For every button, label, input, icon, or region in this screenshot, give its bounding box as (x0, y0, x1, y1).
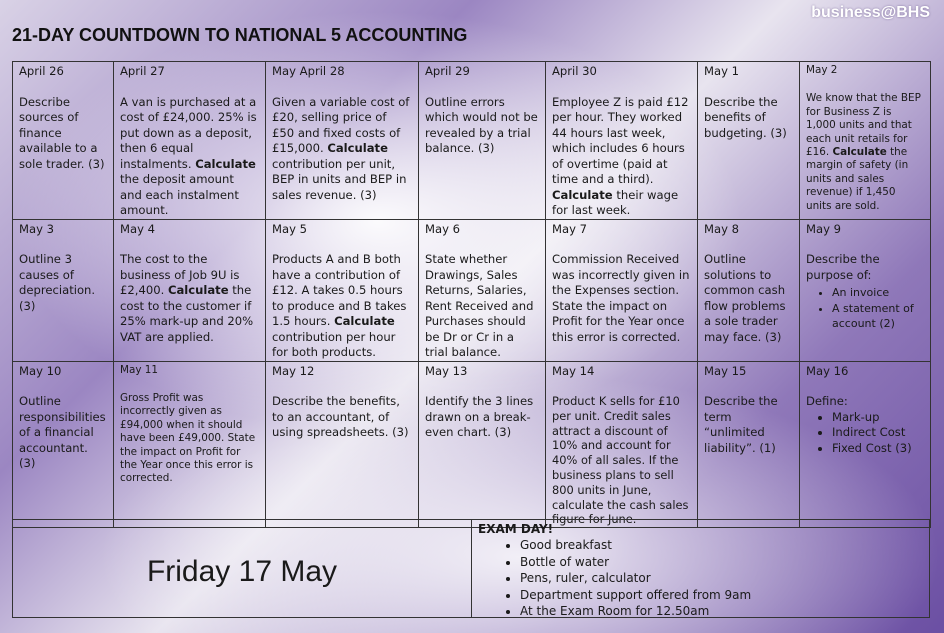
day-cell (419, 361, 546, 528)
day-cell (419, 62, 546, 220)
task-text: Describe the benefits, to an accountant, of using spreadsheets. (3) (272, 394, 409, 439)
day-cell (266, 219, 419, 361)
task-text: Describe sources of finance available to a sole trader. (3) (19, 94, 105, 171)
task-text: Describe the benefits of budgeting. (3) (704, 94, 787, 140)
task-text: Given a variable cost of £20, selling price of £50 and fixed costs of £15,000. (272, 94, 410, 155)
day-task (704, 252, 793, 345)
day-date: May 8 (704, 221, 740, 236)
task-list-item: • An invoice (832, 285, 924, 301)
divider-tick (12, 505, 13, 517)
exam-title: EXAM DAY! (478, 522, 554, 536)
task-text: Outline errors which would not be revealed by a trial balance. (3) (425, 94, 538, 155)
task-text: the margin of safety (in units and sales revenue) if 1,450 units are sold. (806, 146, 909, 212)
day-cell (698, 219, 800, 361)
day-date: May 14 (552, 363, 595, 378)
day-date: May 11 (120, 363, 159, 376)
task-keyword: Calculate (167, 283, 229, 297)
page-title: 21-DAY COUNTDOWN TO NATIONAL 5 ACCOUNTING (12, 25, 468, 45)
brand-watermark: business@BHS (811, 4, 930, 21)
day-cell (114, 361, 266, 528)
task-keyword: Calculate (334, 314, 395, 328)
day-task (425, 95, 539, 157)
task-text: Outline 3 causes of depreciation. (3) (19, 252, 96, 313)
task-keyword: Calculate (327, 141, 388, 155)
day-cell (266, 62, 419, 220)
day-date: April 29 (425, 64, 470, 78)
day-cell (114, 62, 266, 220)
day-date: May 5 (272, 221, 308, 236)
day-date: May 6 (425, 221, 461, 236)
day-date: April 27 (120, 64, 165, 78)
day-task (19, 252, 107, 314)
day-task (272, 252, 412, 361)
day-date: May 7 (552, 221, 588, 236)
exam-item: • At the Exam Room for 12.50am (520, 603, 923, 619)
day-task (19, 394, 107, 472)
task-list-item: • A statement of account (2) (832, 301, 924, 332)
exam-checklist (472, 520, 929, 617)
day-cell (800, 62, 931, 220)
task-keyword: Calculate (832, 146, 887, 159)
countdown-calendar (12, 61, 931, 528)
task-text: contribution per hour for both products. (272, 329, 396, 359)
day-task (552, 394, 691, 527)
day-task (425, 252, 539, 361)
exam-day-panel (12, 519, 930, 618)
exam-item: • Pens, ruler, calculator (520, 570, 923, 586)
day-task (806, 92, 924, 213)
task-text: State whether Drawings, Sales Returns, Salaries, Rent Received and Purchases should be Dr or Cr in a trial balance. (425, 252, 534, 359)
exam-list (478, 537, 923, 619)
task-list (806, 410, 924, 457)
task-text: Identify the 3 lines drawn on a break-even chart. (3) (425, 394, 534, 439)
day-task (704, 394, 793, 456)
day-date: May 10 (19, 363, 62, 378)
day-cell (546, 361, 698, 528)
calendar-row (13, 62, 931, 220)
exam-item: • Department support offered from 9am (520, 587, 923, 603)
task-text: contribution per unit, BEP in units and BEP in sales revenue. (3) (272, 156, 407, 202)
day-cell (800, 361, 931, 528)
day-date: May 3 (19, 221, 55, 236)
day-date: May 16 (806, 363, 849, 378)
day-date: May 12 (272, 363, 315, 378)
day-date: May 9 (806, 221, 842, 236)
day-date: May 13 (425, 363, 468, 378)
day-task (806, 252, 924, 283)
day-task (552, 95, 691, 219)
task-text: the cost to the customer if 25% mark-up and 20% VAT are applied. (120, 283, 254, 344)
task-text: Define: (806, 394, 848, 408)
day-date: April 30 (552, 64, 597, 78)
day-date: May 15 (704, 363, 747, 378)
day-task (806, 394, 924, 410)
task-list-item: • Indirect Cost (832, 425, 924, 441)
task-text: Employee Z is paid £12 per hour. They worked 44 hours last week, which includes 6 hours of overtime (paid at time and a third). (552, 94, 689, 186)
exam-item: • Good breakfast (520, 537, 923, 553)
task-keyword: Calculate (552, 187, 613, 202)
day-date: May 1 (704, 64, 740, 78)
day-date: April 26 (19, 64, 64, 78)
task-text: The cost to the business of Job 9U is £2,400. (120, 252, 240, 297)
task-text: A van is purchased at a cost of £24,000. 25% is put down as a deposit, then 6 equal instalments. (120, 94, 257, 171)
day-cell (419, 219, 546, 361)
task-text: Products A and B both have a contribution of £12. A takes 0.5 hours to produce and B takes 1.5 hours. (272, 252, 407, 328)
day-date: May April 28 (272, 64, 345, 78)
task-text: their wage for last week. (552, 187, 679, 217)
task-text: Gross Profit was incorrectly given as £94,000 when it should have been £49,000. State the impact on Profit for the Year once this error is corrected. (120, 391, 256, 485)
task-text: the deposit amount and each instalment amount. (120, 172, 239, 217)
day-task (272, 95, 412, 204)
day-task (704, 95, 793, 142)
task-text: Outline responsibilities of a financial accountant. (3) (19, 394, 106, 470)
task-text: Product K sells for £10 per unit. Credit sales attract a discount of 10% and account for 40% of all sales. If the business plans to sell 800 units in June, calculate the cash sales figure for June. (552, 394, 689, 527)
task-list (806, 285, 924, 332)
day-task (120, 252, 259, 345)
day-cell (546, 219, 698, 361)
day-task (552, 252, 691, 345)
day-cell (266, 361, 419, 528)
task-text: Describe the purpose of: (806, 252, 880, 282)
day-task (272, 394, 412, 441)
calendar-row (13, 361, 931, 528)
task-text: We know that the BEP for Business Z is 1,000 units and that each unit retails for £16. (806, 92, 921, 159)
day-cell (698, 62, 800, 220)
exam-date: Friday 17 May (13, 520, 472, 617)
exam-item: • Bottle of water (520, 554, 923, 570)
day-task (120, 95, 259, 219)
day-cell (13, 62, 114, 220)
task-text: Describe the term “unlimited liability”. (1) (704, 394, 778, 455)
day-cell (546, 62, 698, 220)
day-cell (114, 219, 266, 361)
day-cell (13, 219, 114, 361)
task-list-item: • Fixed Cost (3) (832, 441, 924, 457)
day-task (120, 392, 259, 486)
day-cell (13, 361, 114, 528)
day-task (425, 394, 539, 441)
day-cell (800, 219, 931, 361)
task-text: Outline solutions to common cash flow problems a sole trader may face. (3) (704, 252, 786, 344)
task-keyword: Calculate (195, 156, 256, 171)
day-date: May 4 (120, 221, 156, 236)
day-task (19, 95, 107, 173)
task-list-item: • Mark-up (832, 410, 924, 426)
calendar-row (13, 219, 931, 361)
task-text: Commission Received was incorrectly given in the Expenses section. State the impact on Profit for the Year once this error is corrected. (552, 252, 690, 344)
day-date: May 2 (806, 64, 838, 76)
day-cell (698, 361, 800, 528)
